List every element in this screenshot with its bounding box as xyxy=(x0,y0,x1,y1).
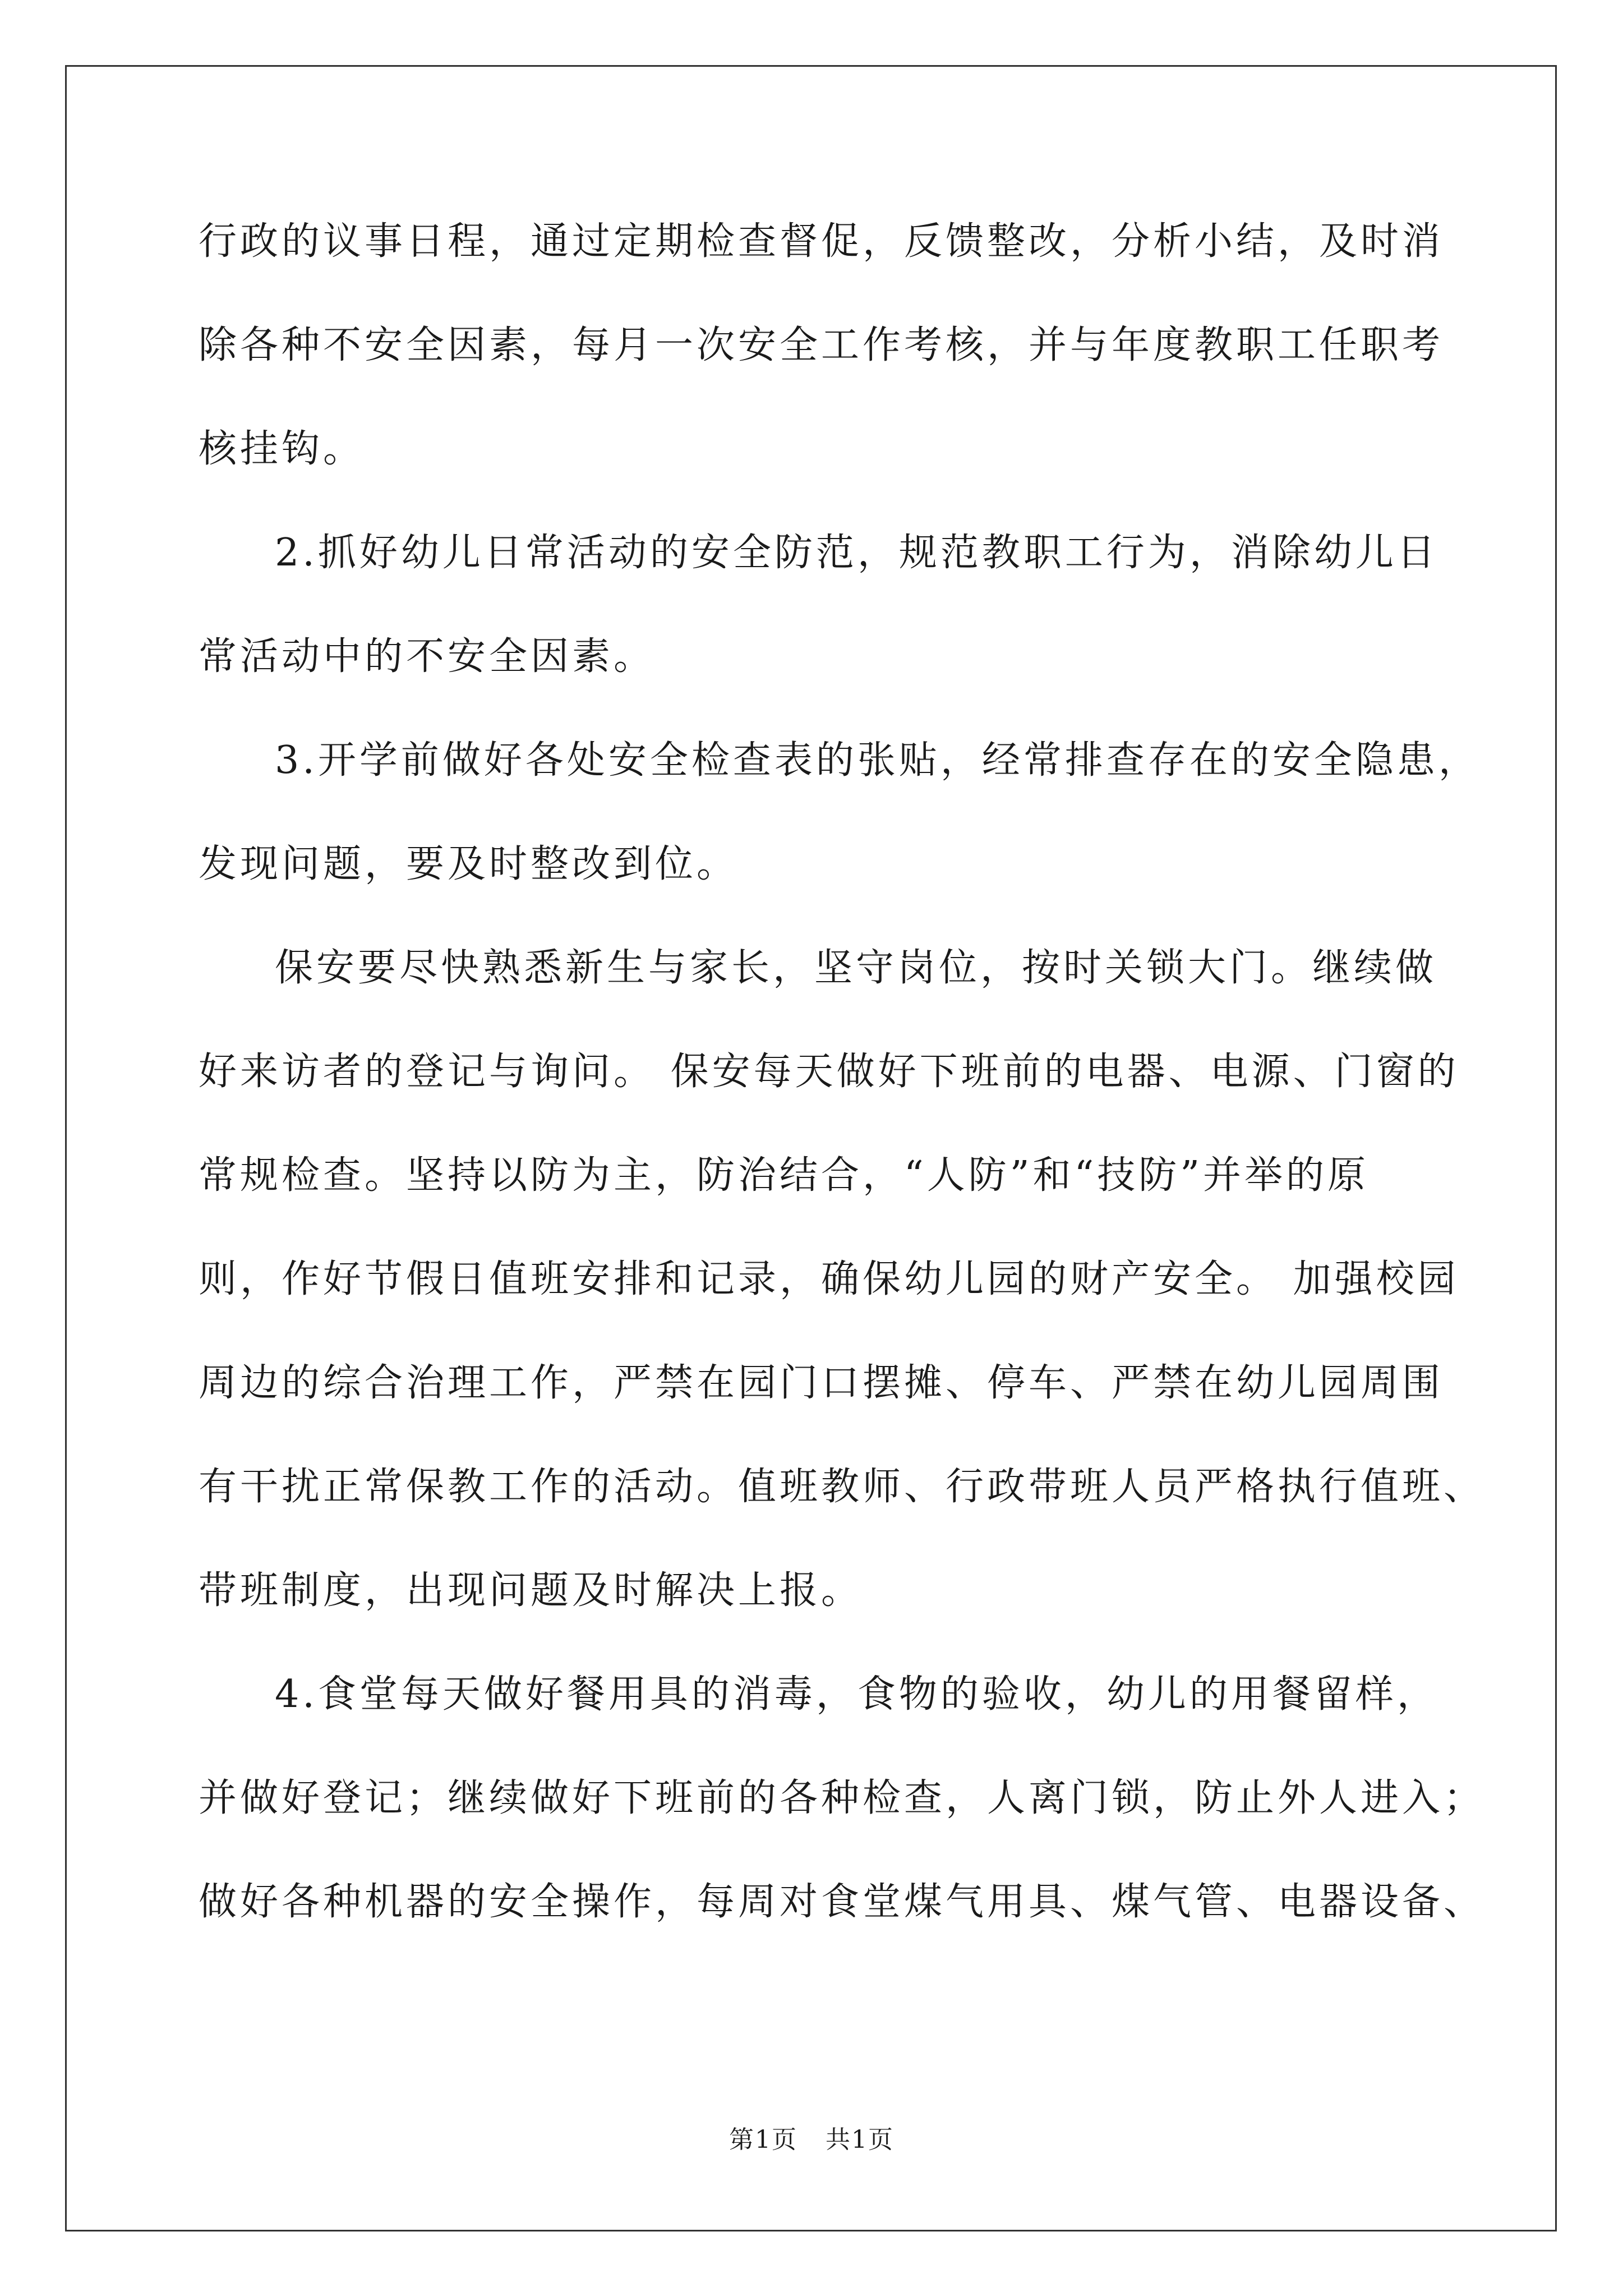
text-line: 带班制度，出现问题及时解决上报。 xyxy=(199,1568,863,1613)
paragraph-start-line: 4.食堂每天做好餐用具的消毒，食物的验收，幼儿的用餐留样， xyxy=(275,1672,1438,1717)
paragraph-start-line: 3.开学前做好各处安全检查表的张贴，经常排查存在的安全隐患， xyxy=(275,738,1480,783)
text-line: 常规检查。坚持以防为主，防治结合，“人防”和“技防”并举的原 xyxy=(199,1153,1370,1198)
paragraph-start-line: 保安要尽快熟悉新生与家长，坚守岗位，按时关锁大门。继续做 xyxy=(275,946,1437,990)
text-line: 核挂钩。 xyxy=(199,427,365,471)
text-line: 并做好登记；继续做好下班前的各种检查，人离门锁，防止外人进入； xyxy=(199,1776,1486,1820)
text-line: 常活动中的不安全因素。 xyxy=(199,634,656,679)
text-line: 发现问题，要及时整改到位。 xyxy=(199,842,739,886)
text-line: 行政的议事日程，通过定期检查督促，反馈整改，分析小结，及时消 xyxy=(199,219,1444,264)
text-line: 好来访者的登记与询问。 保安每天做好下班前的电器、电源、门窗的 xyxy=(199,1050,1459,1094)
document-body xyxy=(199,216,1486,1980)
page-footer xyxy=(0,2126,1623,2154)
page-total: 共1页 xyxy=(826,2125,894,2154)
text-line: 除各种不安全因素，每月一次安全工作考核，并与年度教职工任职考 xyxy=(199,323,1444,367)
text-line: 则，作好节假日值班安排和记录，确保幼儿园的财产安全。 加强校园 xyxy=(199,1257,1459,1301)
paragraph-start-line: 2.抓好幼儿日常活动的安全防范，规范教职工行为，消除幼儿日 xyxy=(275,531,1438,575)
text-line: 周边的综合治理工作，严禁在园门口摆摊、停车、严禁在幼儿园周围 xyxy=(199,1361,1444,1405)
text-line: 有干扰正常保教工作的活动。值班教师、行政带班人员严格执行值班、 xyxy=(199,1465,1486,1509)
page-number: 第1页 xyxy=(729,2125,797,2154)
text-line: 做好各种机器的安全操作，每周对食堂煤气用具、煤气管、电器设备、 xyxy=(199,1880,1486,1924)
